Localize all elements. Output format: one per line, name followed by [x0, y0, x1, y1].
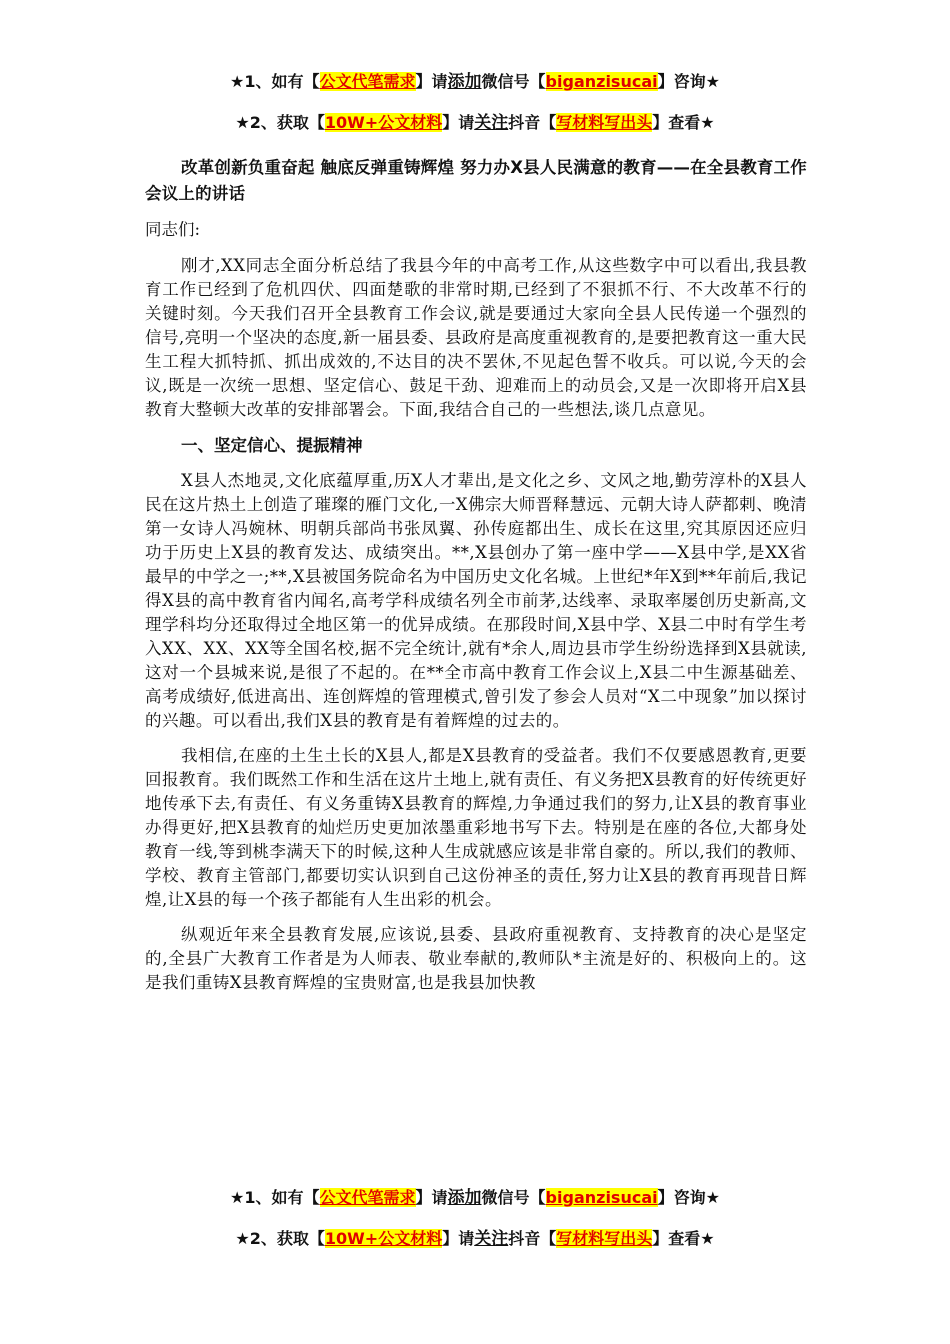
document-body [145, 155, 807, 1006]
salutation: 同志们: [145, 220, 201, 239]
highlight-douyin-name: 写材料写出头 [556, 113, 653, 132]
banner-text: 】查看★ [652, 1229, 715, 1248]
section-heading: 一、坚定信心、提振精神 [181, 436, 363, 455]
underlined-word: 添加 [447, 1188, 482, 1208]
highlight-douyin-name: 写材料写出头 [556, 1229, 653, 1248]
banner-text: 】请 [442, 113, 475, 132]
banner-text: 】咨询★ [657, 72, 720, 91]
promo-banner-top-2 [0, 113, 950, 133]
paragraph-overview: 纵观近年来全县教育发展,应该说,县委、县政府重视教育、支持教育的决心是坚定的,全县广大教育工作者是为人师表、敬业奉献的,教师队*主流是好的、积极向上的。这是我们重铸X县教育辉煌的宝贵财富,也是我县加快教 [145, 925, 807, 992]
highlight-wechat-id: biganzisucai [545, 72, 658, 91]
banner-text: 微信号【 [481, 72, 546, 91]
banner-text: 】请 [415, 72, 448, 91]
highlight-materials: 10W+公文材料 [324, 113, 443, 132]
underlined-word: 关注 [474, 113, 509, 133]
highlight-materials: 10W+公文材料 [324, 1229, 443, 1248]
banner-text: ★2、获取【 [235, 1229, 325, 1248]
banner-text: 】咨询★ [657, 1188, 720, 1207]
highlight-service: 公文代笔需求 [319, 1188, 416, 1207]
banner-text: ★2、获取【 [235, 113, 325, 132]
banner-text: 】查看★ [652, 113, 715, 132]
banner-text: 】请 [442, 1229, 475, 1248]
underlined-word: 添加 [447, 72, 482, 92]
banner-text: 】请 [415, 1188, 448, 1207]
promo-banner-top-1 [0, 72, 950, 92]
highlight-wechat-id: biganzisucai [545, 1188, 658, 1207]
banner-text: ★1、如有【 [230, 72, 320, 91]
promo-banner-bottom-1 [0, 1188, 950, 1208]
paragraph-responsibility: 我相信,在座的土生土长的X县人,都是X县教育的受益者。我们不仅要感恩教育,更要回报教育。我们既然工作和生活在这片土地上,就有责任、有义务把X县教育的好传统更好地传承下去,有责任、有义务重铸X县教育的辉煌,力争通过我们的努力,让X县的教育事业办得更好,把X县教育的灿烂历史更加浓墨重彩地书写下去。特别是在座的各位,大都身处教育一线,等到桃李满天下的时候,这种人生成就感应该是非常自豪的。所以,我们的教师、学校、教育主管部门,都要切实认识到自己这份神圣的责任,努力让X县的教育再现昔日辉煌,让X县的每一个孩子都能有人生出彩的机会。 [145, 746, 807, 909]
banner-text: 抖音【 [508, 113, 557, 132]
highlight-service: 公文代笔需求 [319, 72, 416, 91]
promo-banner-bottom-2 [0, 1229, 950, 1249]
banner-text: ★1、如有【 [230, 1188, 320, 1207]
document-title: 改革创新负重奋起 触底反弹重铸辉煌 努力办X县人民满意的教育——在全县教育工作会议上的讲话 [145, 158, 808, 203]
underlined-word: 关注 [474, 1229, 509, 1249]
banner-text: 微信号【 [481, 1188, 546, 1207]
paragraph-intro: 刚才,XX同志全面分析总结了我县今年的中高考工作,从这些数字中可以看出,我县教育工作已经到了危机四伏、四面楚歌的非常时期,已经到了不狠抓不行、不大改革不行的关键时刻。今天我们召开全县教育工作会议,就是要通过大家向全县人民传递一个强烈的信号,亮明一个坚决的态度,新一届县委、县政府是高度重视教育的,是要把教育这一重大民生工程大抓特抓、抓出成效的,不达目的决不罢休,不见起色誓不收兵。可以说,今天的会议,既是一次统一思想、坚定信心、鼓足干劲、迎难而上的动员会,又是一次即将开启X县教育大整顿大改革的安排部署会。下面,我结合自己的一些想法,谈几点意见。 [145, 256, 807, 419]
paragraph-history: X县人杰地灵,文化底蕴厚重,历X人才辈出,是文化之乡、文风之地,勤劳淳朴的X县人民在这片热土上创造了璀璨的雁门文化,一X佛宗大师晋释慧远、元朝大诗人萨都剌、晚清第一女诗人冯婉林、明朝兵部尚书张凤翼、孙传庭都出生、成长在这里,究其原因还应归功于历史上X县的教育发达、成绩突出。**,X县创办了第一座中学——X县中学,是XX省最早的中学之一;**,X县被国务院命名为中国历史文化名城。上世纪*年X到**年前后,我记得X县的高中教育省内闻名,高考学科成绩名列全市前茅,达线率、录取率屡创历史新高,文理学科均分还取得过全地区第一的优异成绩。在那段时间,X县中学、X县二中时有学生考入XX、XX、XX等全国名校,据不完全统计,就有*余人,周边县市学生纷纷选择到X县就读,这对一个县城来说,是很了不起的。在**全市高中教育工作会议上,X县二中生源基础差、高考成绩好,低进高出、连创辉煌的管理模式,曾引发了参会人员对“X二中现象”加以探讨的兴趣。可以看出,我们X县的教育是有着辉煌的过去的。 [145, 471, 807, 730]
banner-text: 抖音【 [508, 1229, 557, 1248]
